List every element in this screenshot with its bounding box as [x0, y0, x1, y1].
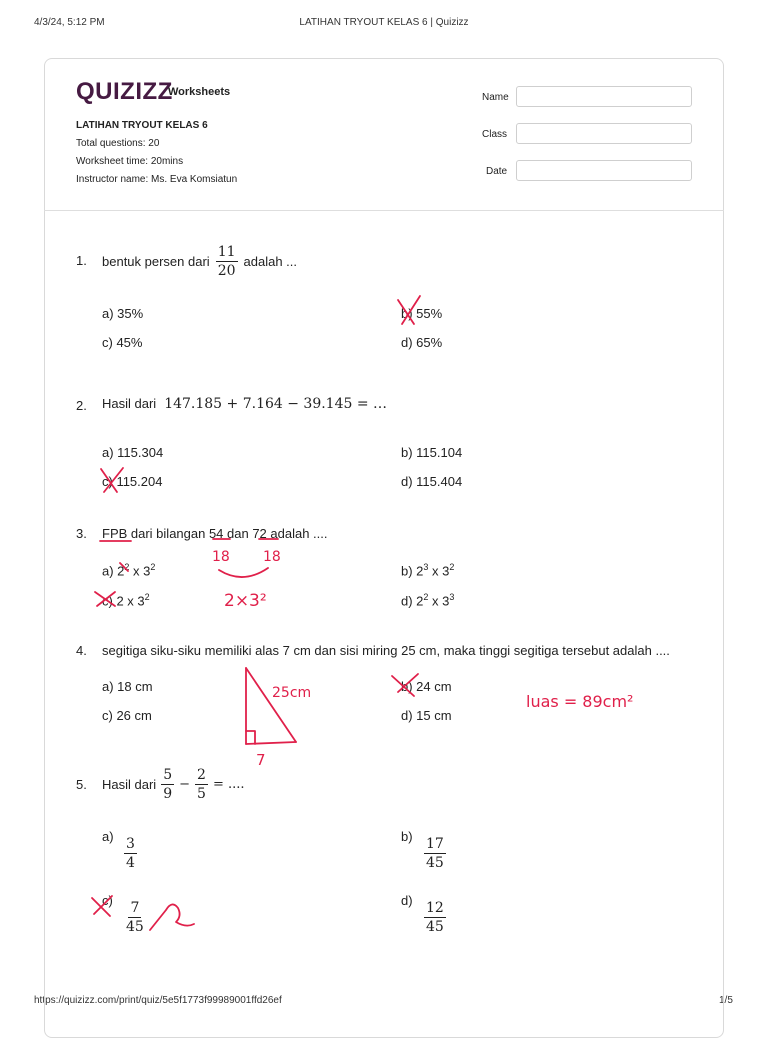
date-field[interactable]	[516, 160, 692, 181]
option-b[interactable]: b) 55%	[401, 306, 443, 321]
option-c[interactable]: c) 115.204	[102, 474, 163, 489]
option-c[interactable]: c) 45%	[102, 335, 143, 350]
total-questions: Total questions: 20	[76, 138, 160, 149]
option-b[interactable]: b) 24 cm	[401, 679, 452, 694]
name-field[interactable]	[516, 86, 692, 107]
option-c[interactable]: c) 26 cm	[102, 708, 152, 723]
handwritten-note: 2×3²	[224, 591, 267, 611]
quizizz-logo: QUIZIZZ	[76, 78, 173, 105]
fraction: $\frac{2}{5}$	[197, 766, 206, 802]
math-expression: 147.185 + 7.164 − 39.145 = …	[164, 396, 388, 412]
option-b[interactable]: b)	[401, 829, 413, 844]
logo-subtitle: Worksheets	[168, 86, 231, 98]
handwritten-note: 25cm	[272, 685, 312, 701]
fraction: $\frac{5}{9}$	[163, 766, 173, 802]
question-5: Hasil dari $\frac{5}{9}$ − $\frac{2}{5}$ = ....	[102, 766, 245, 802]
print-page-title: LATIHAN TRYOUT KELAS 6 | Quizizz	[299, 17, 469, 28]
header-divider	[44, 210, 724, 211]
print-page-number: 1/5	[719, 995, 733, 1006]
option-a[interactable]: a)	[102, 829, 114, 844]
option-a[interactable]: a) 35%	[102, 306, 144, 321]
option-c[interactable]: c) 2 x $3^2$	[102, 592, 150, 609]
option-a-fraction: $\frac{3}{4}$	[126, 836, 135, 871]
name-label: Name	[482, 92, 509, 103]
option-d[interactable]: d)	[401, 893, 413, 908]
question-text: FPB dari bilangan 54 dan 72 adalah ....	[102, 526, 328, 541]
date-label: Date	[486, 166, 508, 177]
option-a[interactable]: a) 18 cm	[102, 679, 153, 694]
question-text: Hasil dari	[102, 396, 157, 411]
option-d[interactable]: d) 15 cm	[401, 708, 452, 723]
option-d[interactable]: d) $2^2$ x $3^3$	[401, 592, 455, 609]
handwritten-note: 18	[263, 549, 281, 565]
question-number: 4.	[76, 643, 87, 658]
option-d-fraction: $\frac{12}{45}$	[426, 900, 444, 935]
question-number: 5.	[76, 777, 87, 792]
worksheet-title: LATIHAN TRYOUT KELAS 6	[76, 120, 208, 131]
question-text: bentuk persen dari	[102, 253, 210, 269]
question-number: 1.	[76, 253, 87, 268]
handwritten-note: luas = 89cm²	[526, 692, 634, 711]
question-2	[102, 396, 387, 412]
question-text: adalah ...	[243, 253, 298, 269]
option-a[interactable]: a) $2^2$ x $3^2$	[102, 562, 156, 579]
question-1	[102, 242, 297, 280]
question-text: = ....	[212, 776, 245, 792]
option-d[interactable]: d) 65%	[401, 335, 443, 350]
fraction: $\frac{11}{20}$	[217, 243, 236, 279]
question-number: 3.	[76, 526, 87, 541]
class-label: Class	[482, 129, 508, 140]
option-c[interactable]: c)	[102, 893, 113, 908]
instructor-name: Instructor name: Ms. Eva Komsiatun	[76, 174, 238, 185]
print-datetime: 4/3/24, 5:12 PM	[34, 17, 105, 28]
option-d[interactable]: d) 115.404	[401, 474, 463, 489]
option-b[interactable]: b) $2^3$ x $3^2$	[401, 562, 455, 579]
option-b[interactable]: b) 115.104	[401, 445, 463, 460]
option-a[interactable]: a) 115.304	[102, 445, 164, 460]
handwritten-note: 7	[256, 751, 266, 769]
class-field[interactable]	[516, 123, 692, 144]
question-text: Hasil dari	[102, 776, 157, 792]
option-c-fraction: $\frac{7}{45}$	[126, 900, 144, 935]
worksheet-card	[44, 58, 724, 1038]
question-number: 2.	[76, 398, 87, 413]
print-url[interactable]: https://quizizz.com/print/quiz/5e5f1773f99989001ffd26ef	[34, 995, 282, 1006]
option-b-fraction: $\frac{17}{45}$	[426, 836, 444, 871]
question-text: segitiga siku-siku memiliki alas 7 cm dan sisi miring 25 cm, maka tinggi segitiga tersebut adalah ....	[102, 643, 670, 658]
handwritten-note: 18	[212, 549, 230, 565]
worksheet-time: Worksheet time: 20mins	[76, 156, 184, 167]
